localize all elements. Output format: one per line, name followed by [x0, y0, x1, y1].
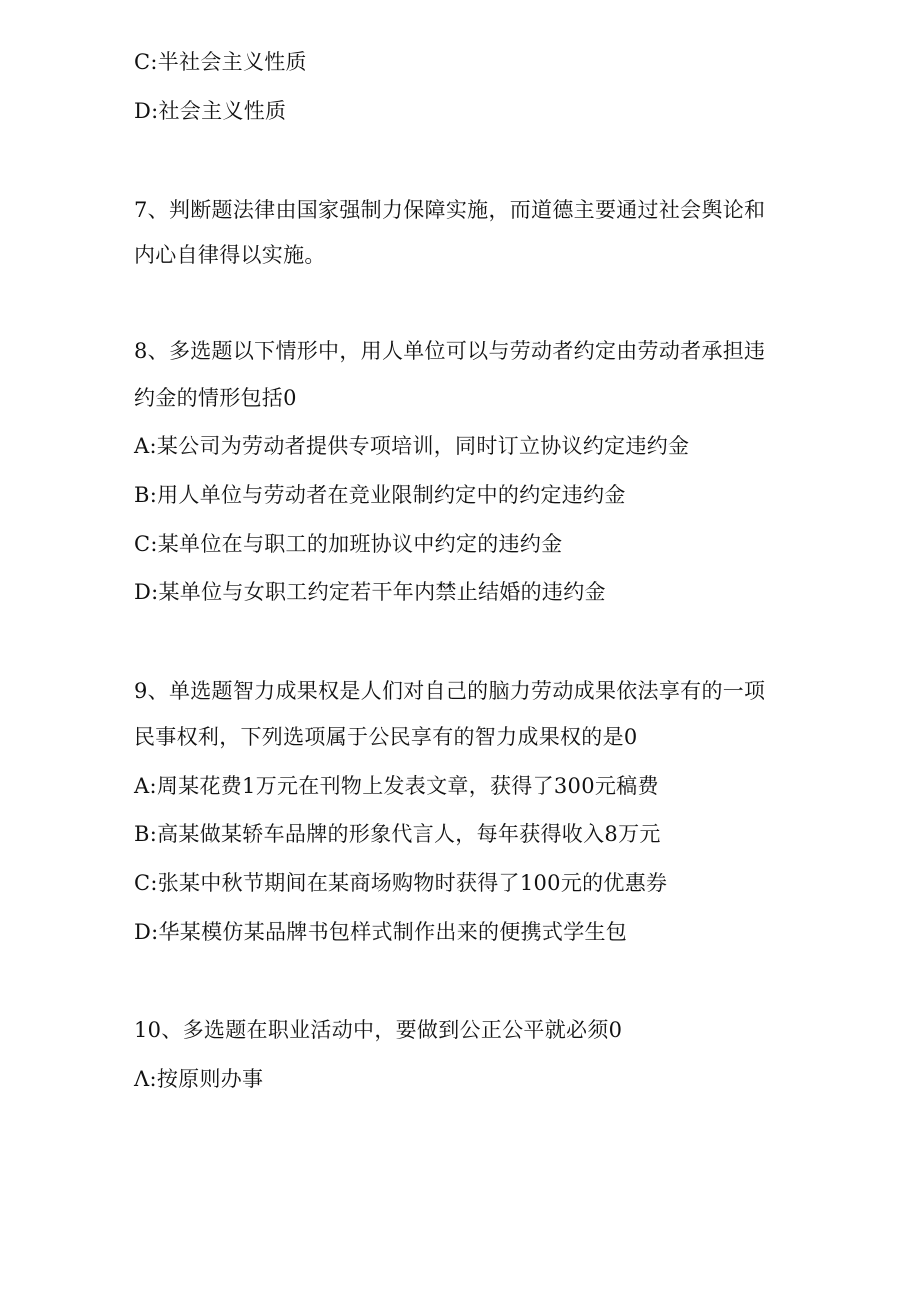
- option-a-q9: A:周某花费1万元在刊物上发表文章，获得了300元稿费: [134, 774, 659, 798]
- question-9-line-1: 9、单选题智力成果权是人们对自己的脑力劳动成果依法享有的一项: [134, 679, 766, 703]
- option-d-q6: D:社会主义性质: [134, 99, 287, 123]
- option-d-q8: D:某单位与女职工约定若干年内禁止结婚的违约金: [134, 580, 606, 604]
- question-7-line-1: 7、判断题法律由国家强制力保障实施，而道德主要通过社会舆论和: [134, 198, 766, 222]
- option-b-q8: B:用人单位与劳动者在竞业限制约定中的约定违约金: [134, 483, 626, 507]
- question-8-line-2: 约金的情形包括0: [134, 386, 297, 410]
- question-10-line-1: 10、多选题在职业活动中，要做到公正公平就必须0: [134, 1018, 623, 1042]
- option-c-q9: C:张某中秋节期间在某商场购物时获得了100元的优惠券: [134, 871, 668, 895]
- question-7-line-2: 内心自律得以实施。: [134, 243, 326, 267]
- option-c-q8: C:某单位在与职工的加班协议中约定的违约金: [134, 532, 563, 556]
- option-c-q6: C:半社会主义性质: [134, 50, 307, 74]
- option-a-q8: A:某公司为劳动者提供专项培训，同时订立协议约定违约金: [134, 434, 690, 458]
- option-a-q10: Λ:按原则办事: [134, 1067, 264, 1091]
- question-9-line-2: 民事权利，下列选项属于公民享有的智力成果权的是0: [134, 725, 638, 749]
- option-d-q9: D:华某模仿某品牌书包样式制作出来的便携式学生包: [134, 920, 628, 944]
- question-8-line-1: 8、多选题以下情形中，用人单位可以与劳动者约定由劳动者承担违: [134, 339, 766, 363]
- option-b-q9: B:高某做某轿车品牌的形象代言人，每年获得收入8万元: [134, 822, 661, 846]
